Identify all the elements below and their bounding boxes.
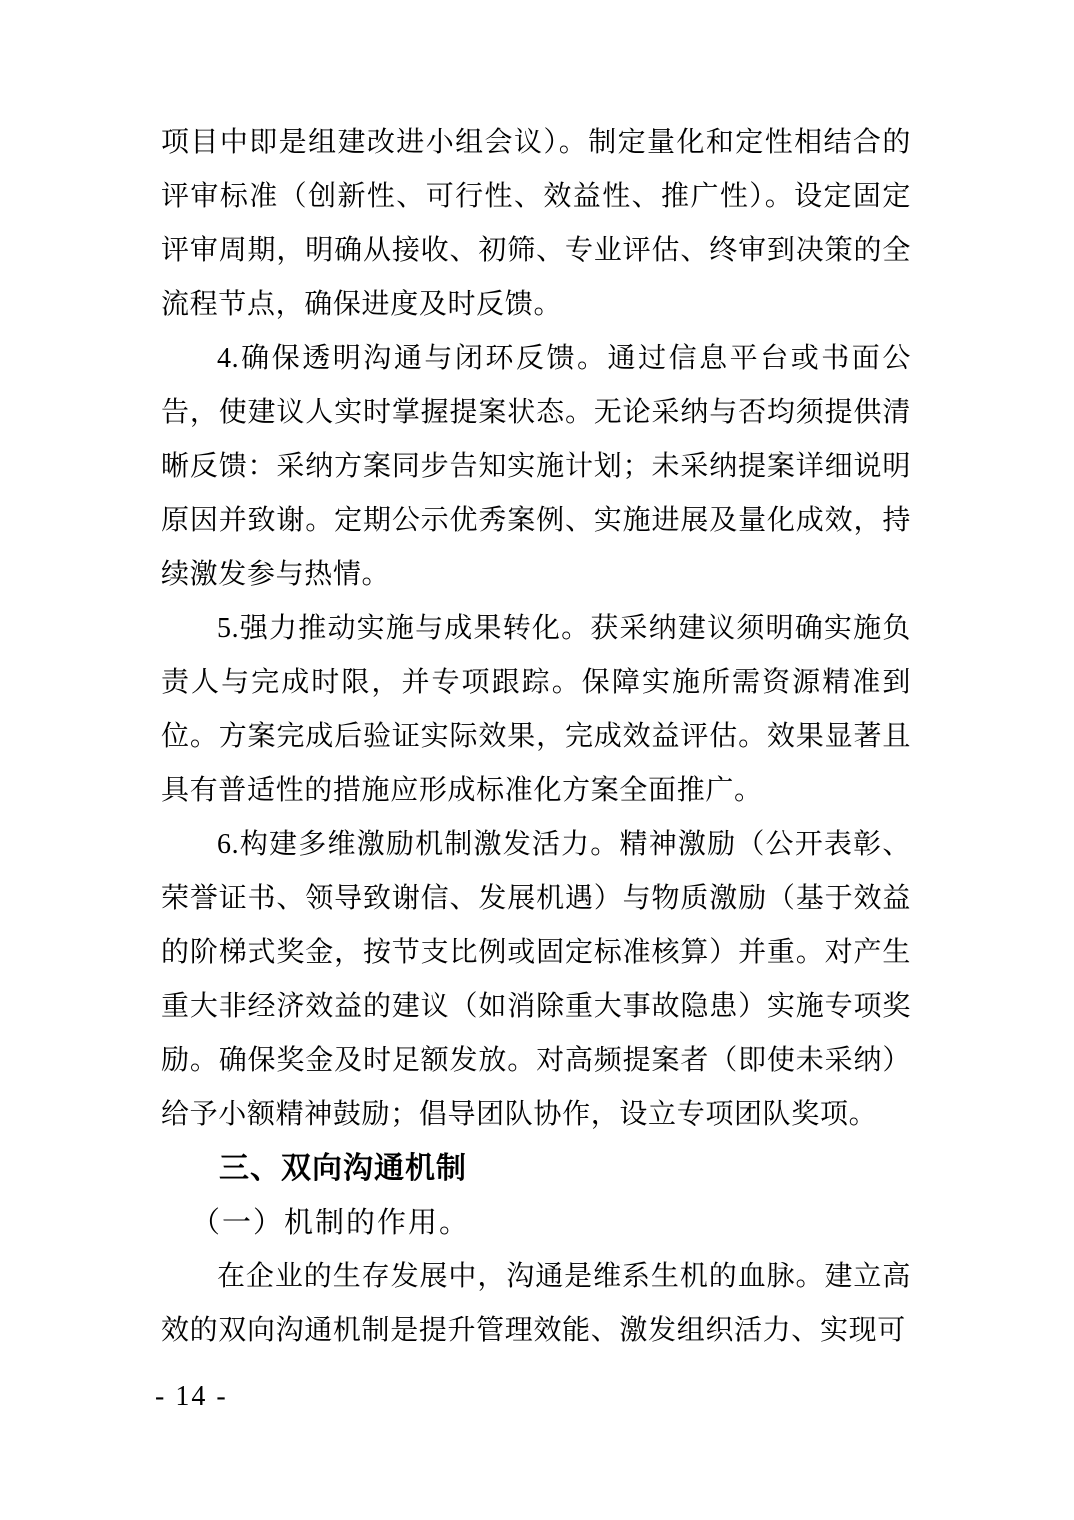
subsection-heading: （一）机制的作用。 [191, 1207, 471, 1239]
paragraph-item-6: 6.构建多维激励机制激发活力。精神激励（公开表彰、荣誉证书、领导致谢信、发展机遇）与物质激励（基于效益的阶梯式奖金，按节支比例或固定标准核算）并重。对产生重大非经济效益的建议（如消除重大事故隐患）实施专项奖励。确保奖金及时足额发放。对高频提案者（即使未采纳）给予小额精神鼓励；倡导团队协作，设立专项团队奖项。 [161, 829, 911, 1130]
paragraph-continued: 项目中即是组建改进小组会议）。制定量化和定性相结合的评审标准（创新性、可行性、效益性、推广性）。设定固定评审周期，明确从接收、初筛、专业评估、终审到决策的全流程节点，确保进度及时反馈。 [161, 127, 911, 320]
section-heading: 三、双向沟通机制 [219, 1152, 467, 1185]
paragraph-item-4: 4.确保透明沟通与闭环反馈。通过信息平台或书面公告，使建议人实时掌握提案状态。无论采纳与否均须提供清晰反馈：采纳方案同步告知实施计划；未采纳提案详细说明原因并致谢。定期公示优秀案例、实施进展及量化成效，持续激发参与热情。 [161, 343, 911, 590]
page-footer [155, 1381, 228, 1413]
document-body [161, 116, 911, 1358]
paragraph-item-5: 5.强力推动实施与成果转化。获采纳建议须明确实施负责人与完成时限，并专项跟踪。保障实施所需资源精准到位。方案完成后验证实际效果，完成效益评估。效果显著且具有普适性的措施应形成标准化方案全面推广。 [161, 613, 911, 806]
page-number: - 14 - [155, 1381, 228, 1412]
paragraph-opening: 在企业的生存发展中，沟通是维系生机的血脉。建立高效的双向沟通机制是提升管理效能、激发组织活力、实现可 [161, 1261, 911, 1346]
